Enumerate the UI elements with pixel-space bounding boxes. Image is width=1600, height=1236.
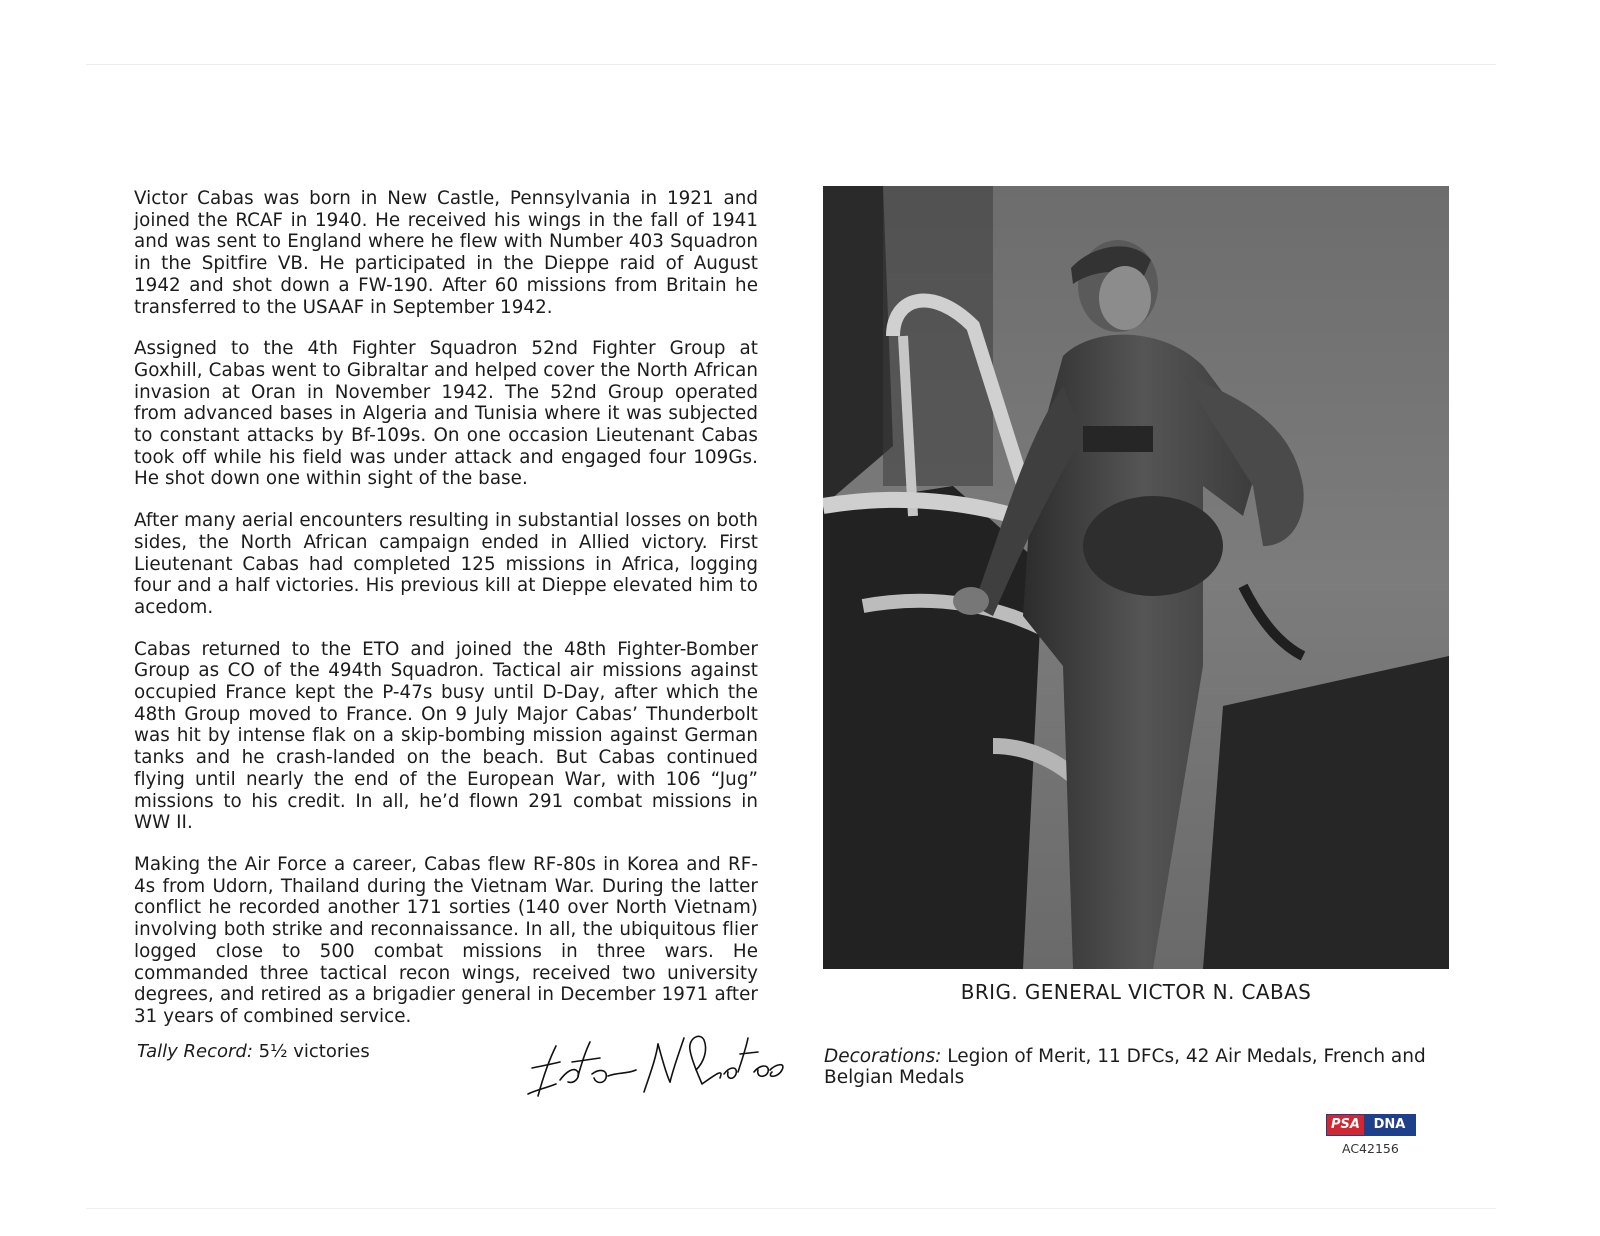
bio-paragraph-2: Assigned to the 4th Fighter Squadron 52nd Fighter Group at Goxhill, Cabas went to Gibraltar and helped cover the North African invasion at Oran in November 1942. The 52nd Group operated from advanced bases in Algeria and Tunisia where it was subjected to constant attacks by Bf-109s. On one occasion Lieutenant Cabas took off while his field was under attack and engaged four 109Gs. He shot down one within sight of the base.	[134, 338, 758, 490]
decorations	[824, 1046, 1464, 1088]
authentication-code: AC42156	[1342, 1141, 1399, 1156]
portrait-photo-image	[823, 186, 1449, 969]
psa-dna-logo-left: PSA	[1327, 1115, 1364, 1135]
psa-dna-logo	[1326, 1114, 1416, 1136]
portrait-photo	[823, 186, 1449, 969]
tally-record-label: Tally Record:	[137, 1041, 253, 1062]
biography-text	[134, 188, 758, 1048]
bio-paragraph-3: After many aerial encounters resulting in substantial losses on both sides, the North African campaign ended in Allied victory. First Lieutenant Cabas had completed 125 missions in Africa, logging four and a half victories. His previous kill at Dieppe elevated him to acedom.	[134, 510, 758, 618]
page-edge-bottom	[86, 1208, 1496, 1209]
bio-paragraph-1: Victor Cabas was born in New Castle, Pennsylvania in 1921 and joined the RCAF in 1940. He received his wings in the fall of 1941 and was sent to England where he flew with Number 403 Squadron in the Spitfire VB. He participated in the Dieppe raid of August 1942 and shot down a FW-190. After 60 missions from Britain he transferred to the USAAF in September 1942.	[134, 188, 758, 318]
bio-paragraph-5: Making the Air Force a career, Cabas flew RF-80s in Korea and RF-4s from Udorn, Thailand during the Vietnam War. During the latter conflict he recorded another 171 sorties (140 over North Vietnam) involving both strike and reconnaissance. In all, the ubiquitous flier logged close to 500 combat missions in three wars. He commanded three tactical recon wings, received two university degrees, and retired as a brigadier general in December 1971 after 31 years of combined service.	[134, 853, 758, 1027]
psa-dna-logo-right: DNA	[1364, 1115, 1415, 1135]
bio-paragraph-4: Cabas returned to the ETO and joined the 48th Fighter-Bomber Group as CO of the 494th Squadron. Tactical air missions against occupied France kept the P-47s busy until D-Day, after which the 48th Group moved to France. On 9 July Major Cabas’ Thunderbolt was hit by intense flak on a skip-bombing mission against German tanks and he crash-landed on the beach. But Cabas continued flying until nearly the end of the European War, with 106 “Jug” missions to his credit. In all, he’d flown 291 combat missions in WW II.	[134, 638, 758, 834]
decorations-label: Decorations:	[824, 1046, 942, 1067]
decorations-value: Legion of Merit, 11 DFCs, 42 Air Medals, French and Belgian Medals	[824, 1046, 1426, 1088]
page-edge-top	[86, 64, 1496, 65]
photo-caption: BRIG. GENERAL VICTOR N. CABAS	[960, 980, 1312, 1004]
tally-record	[137, 1041, 370, 1062]
signature	[520, 1022, 795, 1106]
tally-record-value: 5½ victories	[258, 1041, 370, 1062]
